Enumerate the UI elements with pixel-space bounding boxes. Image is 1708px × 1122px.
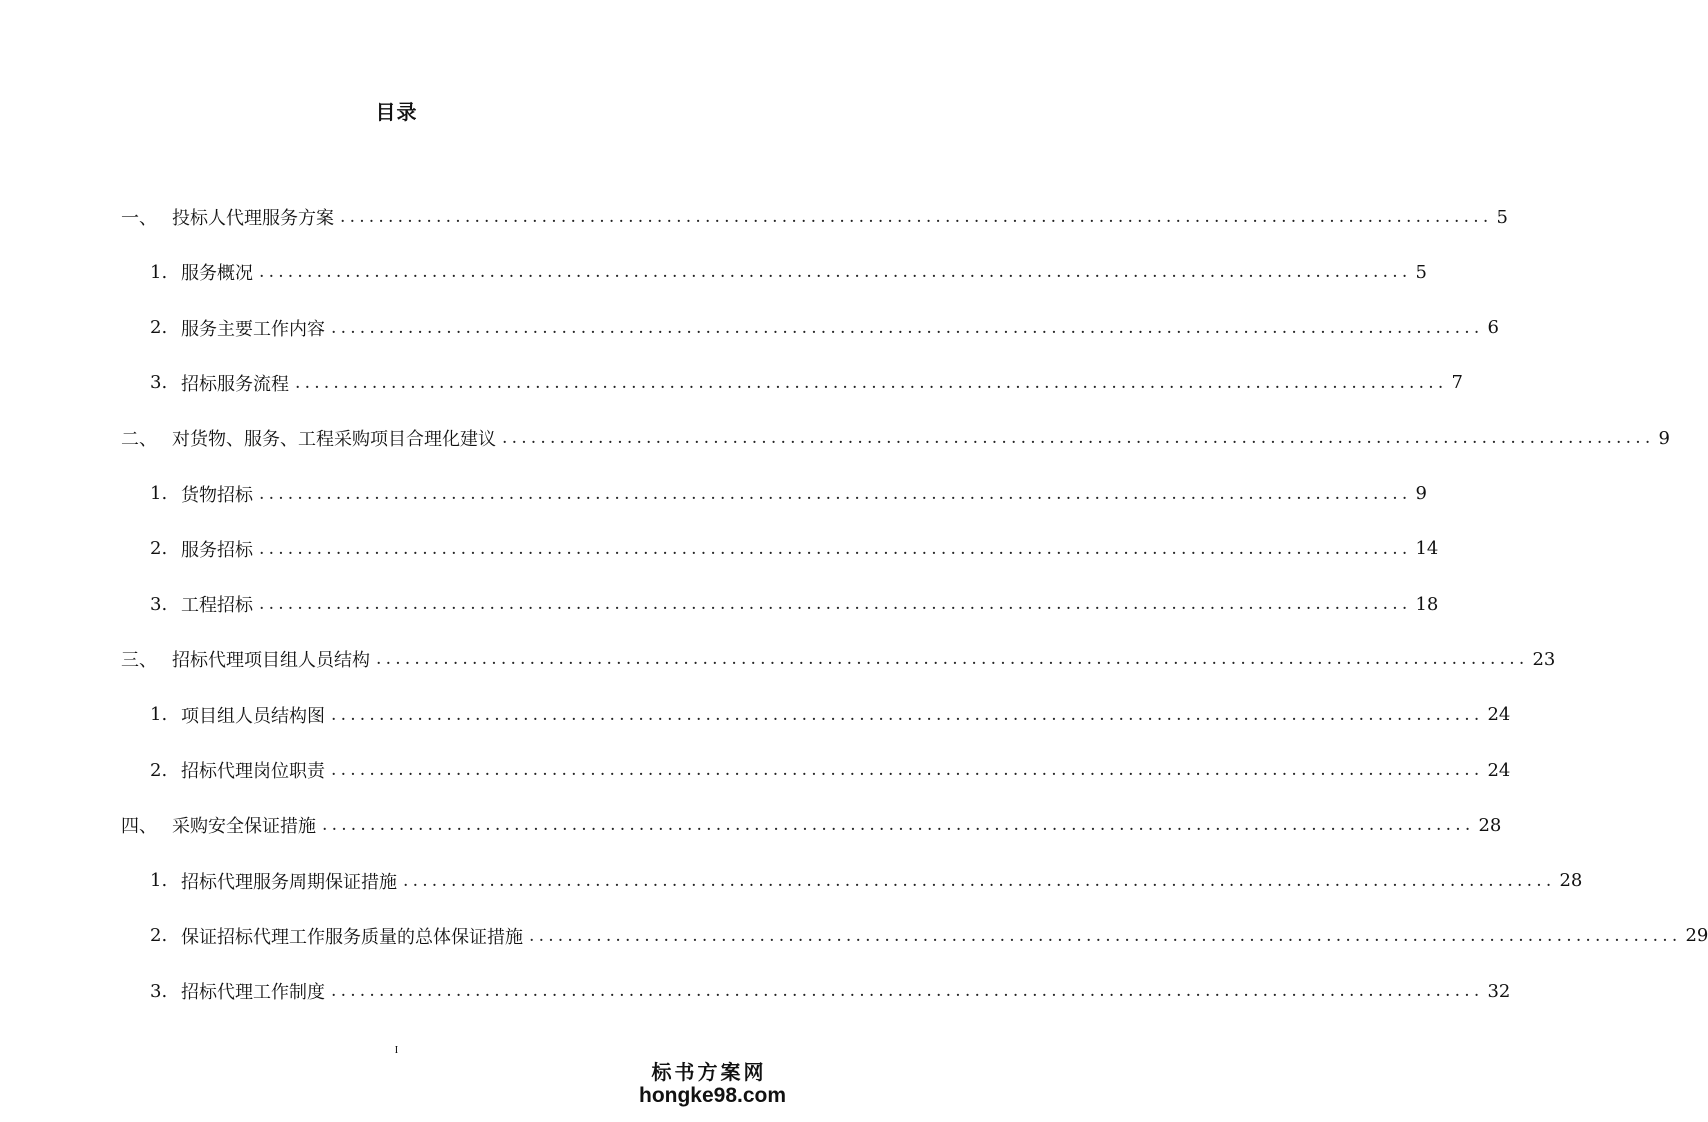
toc-entry[interactable] bbox=[150, 921, 1708, 951]
toc-entry-page: 28 bbox=[1559, 870, 1583, 892]
toc-entry-number: 1. bbox=[150, 870, 168, 892]
toc-entry[interactable] bbox=[150, 589, 1439, 619]
toc-entry-number: 1. bbox=[150, 483, 168, 504]
dot-leader: ........................................................................................................................ bbox=[403, 870, 1556, 891]
toc-entry-number: 四、 bbox=[121, 816, 157, 838]
toc-entry-text: 项目组人员结构图 bbox=[181, 705, 325, 727]
dot-leader: ........................................................................................................................ bbox=[331, 981, 1484, 1002]
toc-entry-page: 5 bbox=[1415, 261, 1427, 283]
dot-leader: ........................................................................................................................ bbox=[322, 815, 1475, 836]
toc-entry[interactable] bbox=[150, 479, 1427, 509]
toc-entry-page: 18 bbox=[1415, 593, 1439, 615]
toc-entry-page: 9 bbox=[1658, 427, 1670, 449]
dot-leader: ........................................................................................................................ bbox=[340, 207, 1493, 227]
toc-entry[interactable] bbox=[121, 423, 1670, 453]
toc-entry-text: 投标人代理服务方案 bbox=[172, 208, 334, 229]
toc-entry-text: 招标代理项目组人员结构 bbox=[172, 650, 370, 672]
page-number: I bbox=[394, 1044, 399, 1056]
toc-entry-number: 1. bbox=[150, 704, 168, 726]
toc-entry-number: 3. bbox=[150, 980, 168, 1002]
toc-entry-text: 招标代理工作制度 bbox=[181, 982, 325, 1004]
toc-title: 目录 bbox=[375, 100, 418, 124]
toc-entry[interactable] bbox=[150, 534, 1439, 564]
toc-entry[interactable] bbox=[121, 202, 1508, 232]
toc-entry[interactable] bbox=[150, 866, 1583, 896]
toc-entry-page: 14 bbox=[1415, 538, 1439, 560]
toc-entry[interactable] bbox=[150, 368, 1463, 398]
toc-entry-text: 保证招标代理工作服务质量的总体保证措施 bbox=[181, 926, 523, 948]
dot-leader: ........................................................................................................................ bbox=[331, 704, 1484, 725]
toc-entry[interactable] bbox=[121, 810, 1502, 840]
toc-entry-number: 3. bbox=[150, 593, 168, 615]
dot-leader: ........................................................................................................................ bbox=[259, 483, 1412, 504]
toc-entry-text: 对货物、服务、工程采购项目合理化建议 bbox=[172, 429, 496, 451]
toc-entry-text: 服务概况 bbox=[181, 263, 253, 285]
toc-entry[interactable] bbox=[150, 700, 1511, 730]
toc-entry-number: 二、 bbox=[121, 429, 157, 451]
toc-entry-text: 招标服务流程 bbox=[181, 373, 289, 395]
toc-entry-page: 5 bbox=[1496, 206, 1508, 228]
toc-entry-number: 2. bbox=[150, 538, 168, 560]
toc-entry[interactable] bbox=[150, 313, 1499, 343]
toc-entry[interactable] bbox=[121, 644, 1556, 674]
watermark-logo bbox=[639, 1060, 787, 1108]
toc-entry-page: 28 bbox=[1478, 814, 1502, 836]
toc-entry-page: 7 bbox=[1451, 372, 1463, 394]
toc-entry-text: 招标代理服务周期保证措施 bbox=[181, 871, 397, 893]
toc-entry-page: 24 bbox=[1487, 759, 1511, 781]
toc-entry[interactable] bbox=[150, 257, 1427, 287]
toc-entry-number: 2. bbox=[150, 317, 168, 339]
toc-entry[interactable] bbox=[150, 755, 1511, 785]
dot-leader: ........................................................................................................................ bbox=[259, 262, 1412, 283]
toc-entry-number: 3. bbox=[150, 372, 168, 394]
dot-leader: ........................................................................................................................ bbox=[502, 428, 1655, 449]
toc-entry-page: 29 bbox=[1685, 925, 1708, 947]
dot-leader: ........................................................................................................................ bbox=[259, 594, 1412, 615]
toc-entry-page: 9 bbox=[1415, 483, 1427, 504]
toc-entry-page: 23 bbox=[1532, 648, 1556, 670]
toc-entry-text: 货物招标 bbox=[181, 484, 253, 506]
dot-leader: ........................................................................................................................ bbox=[259, 538, 1412, 559]
toc-entry-text: 招标代理岗位职责 bbox=[181, 761, 325, 782]
dot-leader: ........................................................................................................................ bbox=[331, 760, 1484, 780]
toc-entry-number: 2. bbox=[150, 759, 168, 781]
watermark-url-text: hongke98.com bbox=[639, 1084, 787, 1107]
toc-entry-page: 6 bbox=[1487, 317, 1499, 339]
toc-entry-text: 服务招标 bbox=[181, 539, 253, 561]
dot-leader: ........................................................................................................................ bbox=[295, 372, 1448, 393]
watermark-chinese-text: 标书方案网 bbox=[651, 1060, 767, 1084]
toc-entry-number: 1. bbox=[150, 261, 168, 283]
toc-entry-number: 2. bbox=[150, 925, 168, 947]
toc-entry-number: 三、 bbox=[121, 650, 157, 672]
dot-leader: ........................................................................................................................ bbox=[331, 317, 1484, 338]
toc-entry-text: 工程招标 bbox=[181, 595, 253, 617]
toc-entry-text: 服务主要工作内容 bbox=[181, 318, 325, 340]
toc-entry-page: 24 bbox=[1487, 704, 1511, 726]
dot-leader: ........................................................................................................................ bbox=[529, 925, 1682, 946]
toc-entry-page: 32 bbox=[1487, 980, 1511, 1002]
toc-entry-text: 采购安全保证措施 bbox=[172, 816, 316, 838]
dot-leader: ........................................................................................................................ bbox=[376, 649, 1529, 670]
toc-entry-number: 一、 bbox=[121, 208, 157, 229]
toc-entry[interactable] bbox=[150, 976, 1511, 1006]
